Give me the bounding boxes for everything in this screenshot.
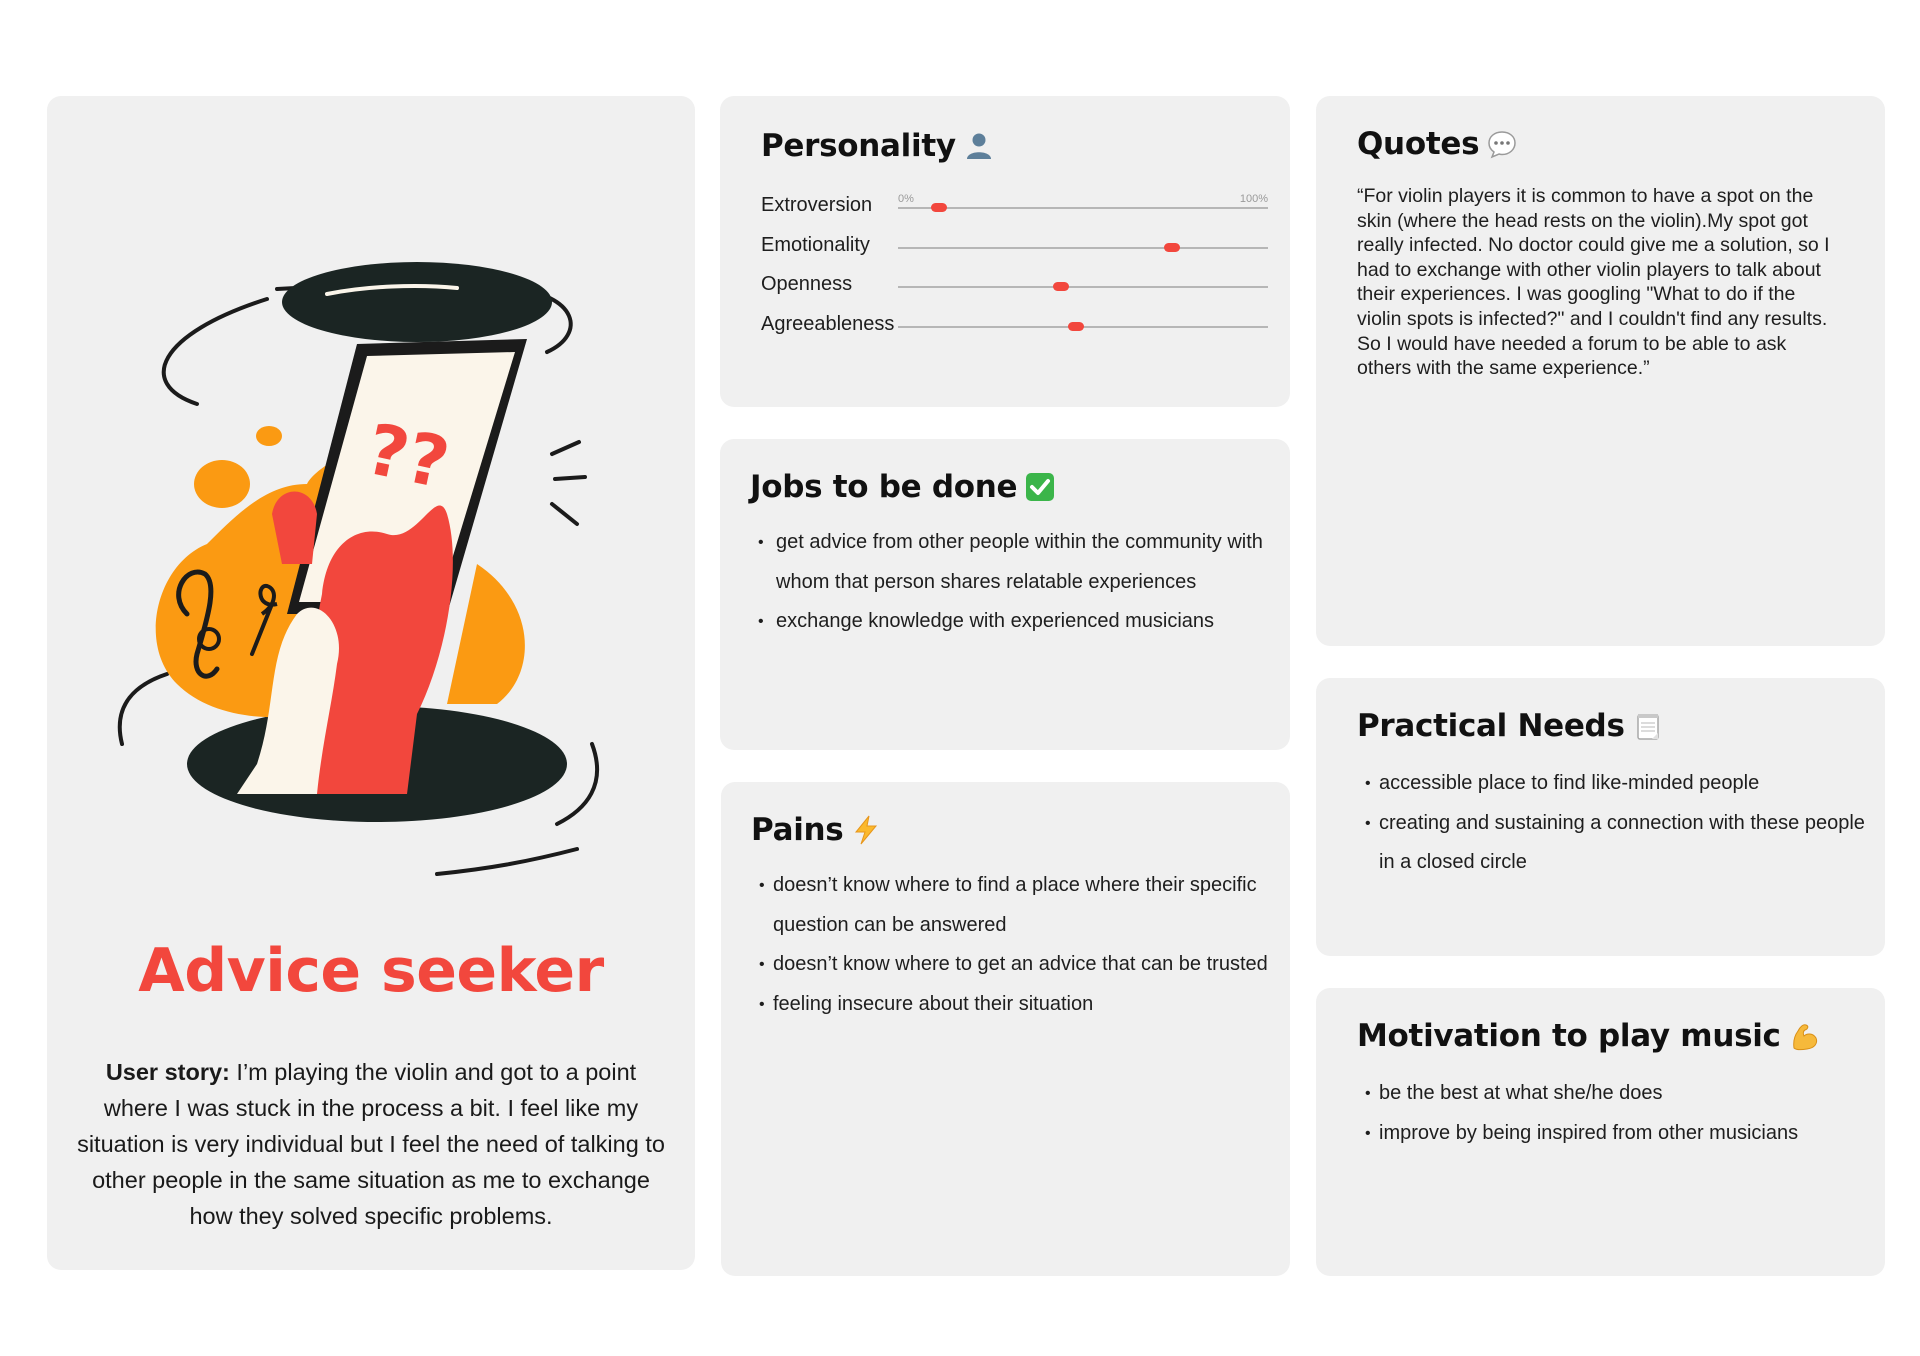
- trait-label: Emotionality: [761, 233, 870, 256]
- trait-slider: [898, 286, 1268, 288]
- trait-slider-knob: [1053, 282, 1069, 291]
- trait-row-extroversion: [761, 190, 1269, 230]
- practical-heading: [1357, 708, 1865, 744]
- jobs-heading: [750, 469, 1270, 505]
- motivation-card: [1316, 988, 1885, 1276]
- pains-heading: [751, 812, 1270, 848]
- scale-min-label: 0%: [898, 193, 914, 205]
- trait-label: Agreeableness: [761, 312, 895, 335]
- trait-row-agreeableness: [761, 309, 1269, 349]
- list-item: • exchange knowledge with experienced musicians: [750, 602, 1270, 642]
- svg-text:??: ??: [359, 407, 457, 505]
- list-item: • be the best at what she/he does: [1357, 1074, 1865, 1114]
- practical-list: [1357, 764, 1865, 883]
- trait-slider: [898, 193, 1268, 209]
- trait-label: Openness: [761, 273, 853, 295]
- pains-card: [721, 782, 1290, 1276]
- persona-card: [47, 96, 695, 1270]
- list-item: • get advice from other people within the community with whom that person shares relatable experiences: [750, 523, 1270, 602]
- list-item: • doesn’t know where to get an advice that can be trusted: [751, 945, 1270, 985]
- list-item: • feeling insecure about their situation: [751, 985, 1270, 1025]
- practical-needs-card: [1316, 678, 1885, 956]
- personality-traits: [761, 190, 1269, 348]
- scale-max-label: 100%: [1239, 193, 1268, 205]
- notepad-icon: [1633, 711, 1663, 741]
- user-story-text: I’m playing the violin and got to a point where I was stuck in the process a bit. I feel like my situation is very individual but I feel the need of talking to other people in the same situation as me to exchange how they solved specific problems.: [77, 1059, 665, 1229]
- quote-text: “For violin players it is common to have a spot on the skin (where the head rests on the violin).My spot got really infected. No doctor could give me a solution, so I had to exchange with other violin players to talk about their experiences. I was googling "What to do if the violin spots is infected?" and I couldn't find any results. So I would have needed a forum to be able to ask others with the same experience.”: [1357, 185, 1830, 380]
- trait-slider: [898, 326, 1268, 328]
- trait-slider: [898, 247, 1268, 249]
- list-item: • creating and sustaining a connection with these people in a closed circle: [1357, 804, 1865, 883]
- speech-bubble-icon: [1487, 129, 1517, 159]
- phone-question-illustration: [117, 184, 637, 904]
- quotes-title: Quotes: [1357, 126, 1480, 162]
- personality-card: [720, 96, 1290, 407]
- trait-row-emotionality: [761, 230, 1269, 270]
- pains-list: [751, 866, 1270, 1024]
- trait-row-openness: [761, 269, 1269, 309]
- trait-slider-knob: [1068, 322, 1084, 331]
- motivation-heading: [1357, 1018, 1865, 1054]
- lightning-icon: [851, 815, 881, 845]
- list-item: • doesn’t know where to find a place where their specific question can be answered: [751, 866, 1270, 945]
- user-story: [77, 1054, 665, 1234]
- jobs-card: [720, 439, 1290, 750]
- practical-title: Practical Needs: [1357, 708, 1625, 744]
- pains-title: Pains: [751, 812, 844, 848]
- trait-slider-knob: [931, 203, 947, 212]
- personality-heading: [761, 128, 1290, 164]
- quotes-heading: [1357, 126, 1845, 162]
- person-silhouette-icon: [964, 131, 994, 161]
- user-story-label: User story:: [105, 1059, 230, 1085]
- list-item: • accessible place to find like-minded people: [1357, 764, 1865, 804]
- persona-title: Advice seeker: [138, 936, 604, 1006]
- motivation-list: [1357, 1074, 1865, 1153]
- quotes-card: [1316, 96, 1885, 646]
- flexed-biceps-icon: [1789, 1021, 1819, 1051]
- trait-slider-knob: [1164, 243, 1180, 252]
- jobs-list: [750, 523, 1270, 642]
- trait-label: Extroversion: [761, 194, 873, 216]
- motivation-title: Motivation to play music: [1357, 1018, 1781, 1054]
- personality-title: Personality: [761, 128, 956, 164]
- list-item: • improve by being inspired from other musicians: [1357, 1114, 1865, 1154]
- jobs-title: Jobs to be done: [750, 469, 1018, 505]
- check-mark-icon: [1025, 472, 1055, 502]
